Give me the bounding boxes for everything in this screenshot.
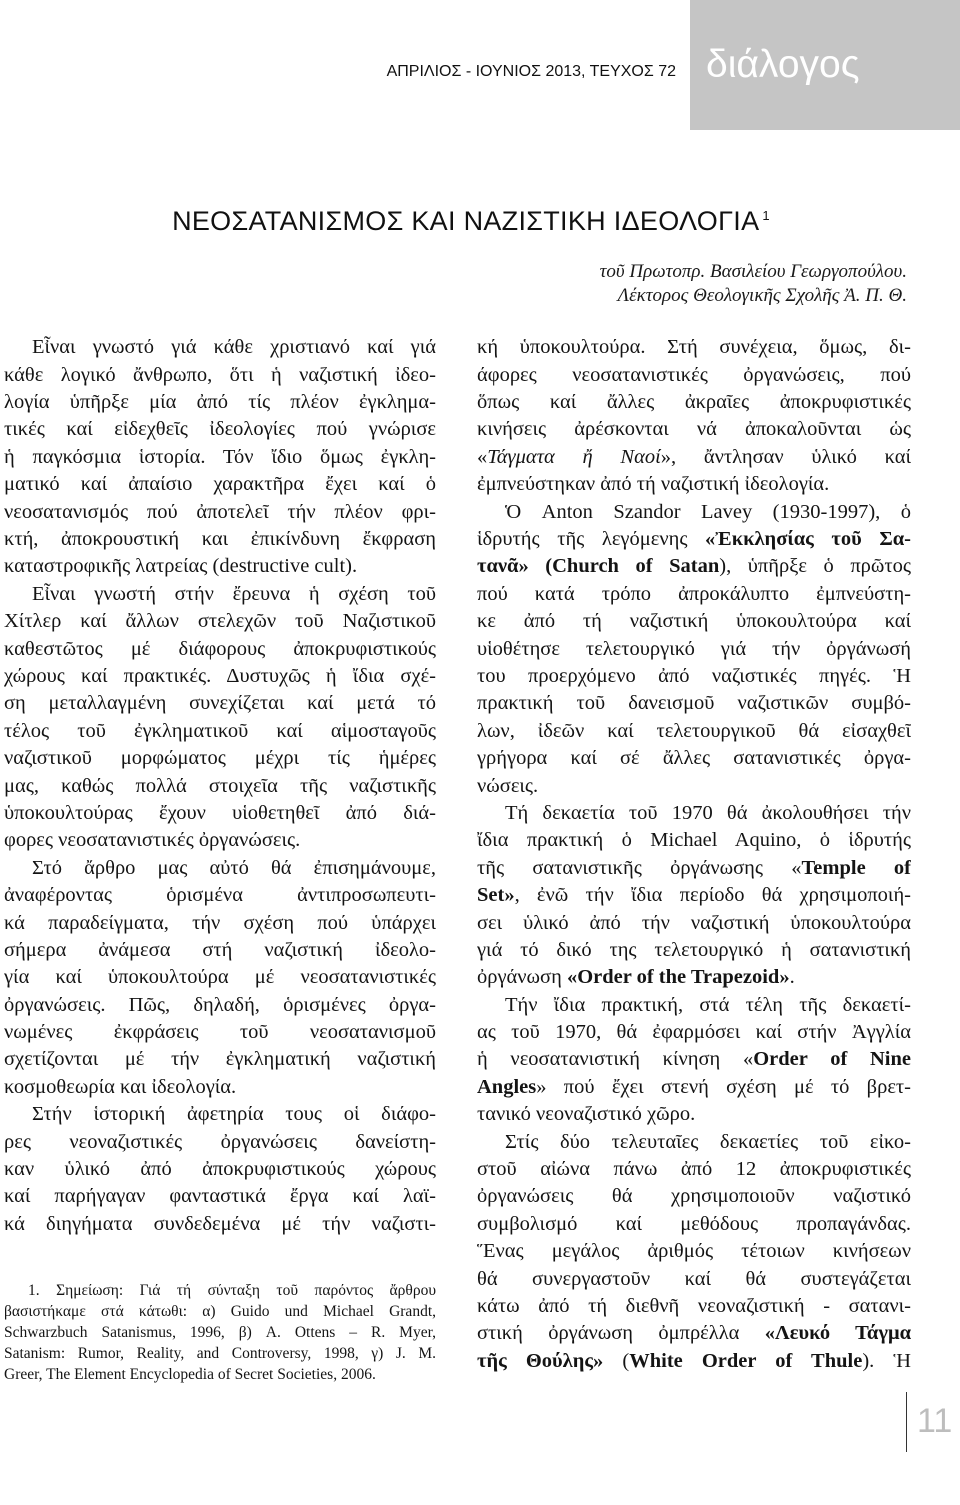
bold-text: Set» <box>477 884 515 907</box>
text-line: καθεστῶτος μέ διάφορους ἀποκρυφιστικούς <box>4 637 436 660</box>
text-line: σήμερα ἀνάμεσα στή ναζιστική ἰδεολο- <box>4 938 436 961</box>
text-line: κινήσεις ἀρέσκονται νά ἀποκαλοῦνται ὡς <box>477 418 911 441</box>
text-line: του προερχόμενο ἀπό ναζιστικές πηγές. Ἡ <box>477 664 911 687</box>
text-line: καί παρήγαγαν φανταστικά ἔργα καί λαϊ- <box>4 1185 436 1208</box>
text-line: θά συνεργαστοῦν καί θά συστεγάζεται <box>477 1267 911 1290</box>
text-line: ὑποκουλτούρας ἔχουν υἱοθετηθεῖ ἀπό διά- <box>4 801 436 824</box>
author-affiliation: Λέκτορος Θεολογικῆς Σχολῆς Ἀ. Π. Θ. <box>617 285 907 306</box>
text-line: ἡ παγκόσμια ἱστορία. Τόν ἴδιο ὅμως ἐγκλη- <box>4 445 436 468</box>
text-line: άφορες νεοσατανιστικές ὀργανώσεις, πού <box>477 363 911 386</box>
text-line: ἴδια πρακτική ὁ Michael Aquino, ὁ ἱδρυτής <box>477 829 911 852</box>
text-line: γρήγορα καί σέ ἄλλες σατανιστικές ὀργα- <box>477 747 911 770</box>
text-run: ὀργάνωση <box>477 966 567 989</box>
footnote-line: Satanism: Rumor, Reality, and Controversy, 1998, γ) J. M. <box>4 1345 436 1362</box>
text-line <box>477 444 911 471</box>
text-line: καν ὑλικό ἀπό ἀποκρυφιστικούς χώρους <box>4 1158 436 1181</box>
bold-text: τανᾶ» (Church of Satan <box>477 555 720 578</box>
text-run: » πού ἔχει στενή σχέση μέ τό βρετ- <box>536 1075 911 1098</box>
text-run: », ἄντλησαν ὑλικό καί <box>660 445 911 468</box>
text-line: φορες νεοσατανιστικές ὀργανώσεις. <box>4 829 301 852</box>
text-line: κά παραδείγματα, τήν σχέση πού ὑπάρχει <box>4 911 436 934</box>
text-line: νεοσατανισμός πού ἀποτελεῖ τήν πλέον φρι- <box>4 500 436 523</box>
footnote-line: Greer, The Element Encyclopedia of Secret Societies, 2006. <box>4 1366 376 1383</box>
text-line: ας τοῦ 1970, θά ἐφαρμόσει καί στήν Ἀγγλία <box>477 1021 911 1044</box>
text-line <box>477 964 911 991</box>
text-line: ὀργανώσεις. Πῶς, δηλαδή, ὁρισμένες ὀργα- <box>4 993 436 1016</box>
text-run: στική ὀργάνωση ὀμπρέλλα <box>477 1322 765 1345</box>
footnote <box>4 1280 436 1385</box>
text-line: τανικό νεοναζιστικό χῶρο. <box>477 1103 696 1126</box>
text-line: γιά τό δικό της τελετουργικό ἡ σατανιστική <box>477 938 911 961</box>
text-line: νώσεις. <box>477 774 539 797</box>
text-line: συμβολισμό καί μεθόδους προπαγάνδας. <box>477 1212 911 1235</box>
text-run: ), ὑπῆρξε ὁ πρῶτος <box>719 555 911 578</box>
bold-text: τῆς Θούλης» <box>477 1349 604 1372</box>
text-line: ματικό καί ἀπαίσιο χαρακτῆρα ἔχει καί ὁ <box>4 473 436 496</box>
text-line: κτή, ἀποκρουστική και ἐπικίνδυνη ἔκφραση <box>4 528 436 551</box>
text-line <box>477 553 911 580</box>
magazine-name: διάλογος <box>706 43 860 86</box>
bold-text: «Order of the Trapezoid» <box>566 966 790 989</box>
text-run: , ἐνῶ τήν ἴδια περίοδο θά χρησιμοποιή- <box>514 884 911 907</box>
text-line: σει ὑλικό ἀπό τήν ναζιστική ὑποκουλτούρα <box>477 911 911 934</box>
text-line: Εἶναι γνωστή στήν ἔρευνα ἡ σχέση τοῦ <box>32 582 436 605</box>
bold-text: Temple of <box>801 856 911 879</box>
text-run: ἡ νεοσατανιστική κίνηση « <box>477 1048 754 1071</box>
bold-text: Angles <box>477 1075 537 1098</box>
text-line <box>477 1074 911 1101</box>
page-number: 11 <box>917 1402 953 1440</box>
text-line <box>477 1320 911 1347</box>
footnote-line: 1. Σημείωση: Γιά τή σύνταξη τοῦ παρόντος ἄρθρου <box>28 1282 436 1299</box>
text-line: κάθε λογικό ἄνθρωπο, ὅτι ἡ ναζιστική ἰδεο- <box>4 363 436 386</box>
text-line: τικές καί εἰδεχθεῖς ἰδεολογίες πού γνώρισε <box>4 418 436 441</box>
text-line: Στίς δύο τελευταῖες δεκαετίες τοῦ εἰκο- <box>505 1130 911 1153</box>
text-line: Χίτλερ καί ἄλλων στελεχῶν τοῦ Ναζιστικοῦ <box>4 610 436 633</box>
text-line: ὀργανώσεις θά χρησιμοποιοῦν ναζιστικό <box>477 1185 911 1208</box>
text-run: ἱδρυτής τῆς λεγόμενης <box>477 528 706 551</box>
text-line: καταστροφικῆς λατρείας (destructive cult). <box>4 555 358 578</box>
text-line: ὅπως καί ἄλλες ἀκραῖες ἀποκρυφιστικές <box>477 391 911 414</box>
text-line: γία καί ὑποκουλτούρα μέ νεοσατανιστικές <box>4 966 436 989</box>
text-line: Τήν ἴδια πρακτική, στά τέλη τῆς δεκαετί- <box>505 993 911 1016</box>
text-line: υἱοθέτησε τελετουργικό γιά τήν ὀργάνωσή <box>477 637 911 660</box>
text-line: Εἶναι γνωστό γιά κάθε χριστιανό καί γιά <box>32 336 436 359</box>
text-line: σχετίζονται μέ τήν ἐγκληματική ναζιστική <box>4 1048 436 1071</box>
byline <box>600 260 907 308</box>
text-line: Στήν ἱστορική ἀφετηρία τους οἱ διάφο- <box>32 1103 436 1126</box>
text-line: πρακτική τοῦ δανεισμοῦ ναζιστικῶν συμβό- <box>477 692 911 715</box>
article-title-text: ΝΕΟΣΑΤΑΝΙΣΜΟΣ ΚΑΙ ΝΑΖΙΣΤΙΚΗ ΙΔΕΟΛΟΓΙΑ <box>172 206 760 236</box>
text-line: τέλος τοῦ ἐγκληματικοῦ καί αἱμοσταγοῦς <box>4 719 436 742</box>
text-line: ἀναφέροντας ὁρισμένα ἀντιπροσωπευτι- <box>4 884 436 907</box>
text-line: Ἕνας μεγάλος ἀριθμός τέτοιων κινήσεων <box>477 1240 911 1263</box>
text-run: ( <box>603 1349 630 1372</box>
text-run: . <box>789 966 795 989</box>
page-number-rule <box>906 1392 907 1452</box>
text-line: ἐμπνεύστηκαν ἀπό τή ναζιστική ἰδεολογία. <box>477 473 830 496</box>
text-line: κε ἀπό τή ναζιστική ὑποκουλτούρα καί <box>477 610 911 633</box>
text-line <box>477 526 911 553</box>
text-line: Τή δεκαετία τοῦ 1970 θά ἀκολουθήσει τήν <box>505 801 911 824</box>
text-line: πού κατά τρόπο ἀπροκάλυπτο ἐμπνεύστη- <box>477 582 911 605</box>
text-line: ρες νεοναζιστικές ὀργανώσεις δανείστη- <box>4 1130 436 1153</box>
issue-info: ΑΠΡΙΛΙΟΣ - ΙΟΥΝΙΟΣ 2013, ΤΕΥΧΟΣ 72 <box>386 63 676 80</box>
text-line: Στό ἄρθρο μας αὐτό θά ἐπισημάνουμε, <box>32 856 436 879</box>
text-line: νωμένες ἐκφράσεις τοῦ νεοσατανισμοῦ <box>4 1021 436 1044</box>
left-column <box>4 334 436 1238</box>
text-line: κή ὑποκουλτούρα. Στή συνέχεια, ὅμως, δι- <box>477 336 911 359</box>
author-name: τοῦ Πρωτοπρ. Βασιλείου Γεωργοπούλου. <box>599 261 907 282</box>
text-line <box>477 855 911 882</box>
text-line: μας, καθώς πολλά στοιχεῖα τῆς ναζιστικῆς <box>4 774 436 797</box>
text-line: λογία ὑπῆρξε μία ἀπό τίς πλέον ἐγκλημα- <box>4 391 436 414</box>
text-line <box>477 1046 911 1073</box>
text-line: κοσμοθεωρία και ἰδεολογία. <box>4 1075 237 1098</box>
text-line: κά διηγήματα συνδεδεμένα μέ τήν ναζιστι- <box>4 1212 436 1235</box>
text-line: ση μεταλλαγμένη συνεχίζεται καί μετά τό <box>4 692 436 715</box>
magazine-banner <box>690 0 960 130</box>
text-line <box>477 1348 911 1375</box>
text-run: τῆς σατανιστικῆς ὀργάνωσης « <box>477 856 802 879</box>
text-line: Ὁ Anton Szandor Lavey (1930-1997), ὁ <box>505 500 911 523</box>
text-line: κάτω ἀπό τή διεθνῆ νεοναζιστική - σατανι- <box>477 1294 911 1317</box>
italic-text: Τάγματα ἤ Ναοί <box>487 445 661 468</box>
bold-text: White Order of Thule <box>629 1349 863 1372</box>
text-line <box>477 882 911 909</box>
bold-text: Order of Nine <box>753 1048 911 1071</box>
text-line: χώρους καί πρακτικές. Δυστυχῶς ἡ ἴδια σχέ- <box>4 664 436 687</box>
bold-text: «Λευκό Τάγμα <box>764 1322 911 1345</box>
text-run: ). Ἡ <box>862 1349 911 1372</box>
text-line: στοῦ αἰώνα πάνω ἀπό 12 ἀποκρυφιστικές <box>477 1158 911 1181</box>
text-line: λων, ἰδεῶν καί τελετουργικοῦ θά εἰσαχθεῖ <box>477 719 911 742</box>
footnote-reference: 1 <box>762 208 770 223</box>
text-run: « <box>477 445 488 468</box>
footnote-line: Schwarzbuch Satanismus, 1996, β) A. Ottens – R. Myer, <box>4 1324 436 1341</box>
text-line: ναζιστικοῦ μορφώματος μέχρι τίς ἡμέρες <box>4 747 436 770</box>
article-title <box>0 204 942 238</box>
footnote-line: βασιστήκαμε στά κάτωθι: α) Guido und Michael Grandt, <box>4 1303 436 1320</box>
bold-text: «Ἐκκλησίας τοῦ Σα- <box>705 528 911 551</box>
right-column <box>477 334 911 1375</box>
